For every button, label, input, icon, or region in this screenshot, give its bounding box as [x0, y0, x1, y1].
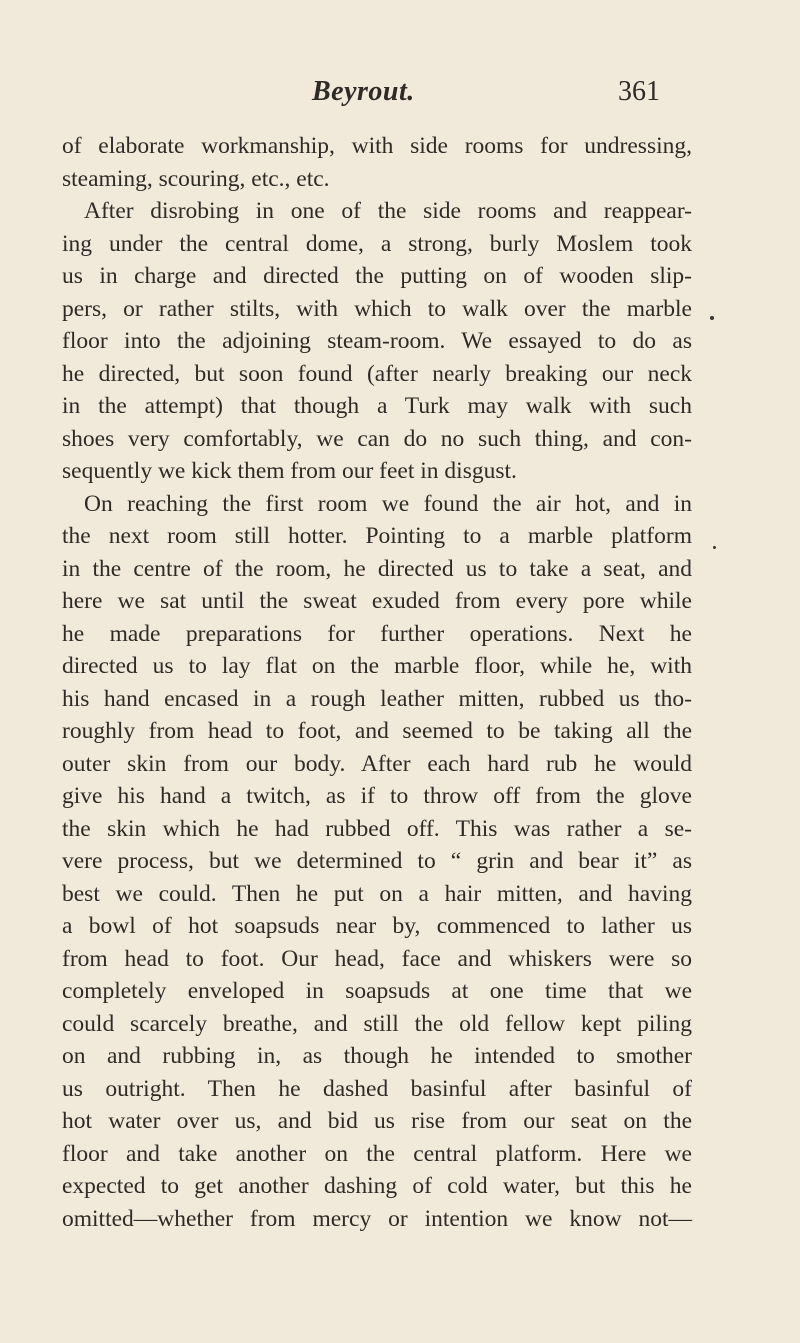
text-line: vere process, but we determined to “ grin and bear it” as [62, 848, 692, 874]
text-line: outer skin from our body. After each hard rub he would [62, 750, 692, 777]
text-line: in the attempt) that though a Turk may walk with such [62, 393, 692, 419]
text-line: omitted—whether from mercy or intention we know not— [62, 1205, 692, 1232]
text-line: shoes very comfortably, we can do no such thing, and con- [62, 425, 692, 452]
text-line: of elaborate workmanship, with side rooms for undressing, [62, 133, 692, 159]
text-line: completely enveloped in soapsuds at one time that we [62, 978, 692, 1004]
text-line: the next room still hotter. Pointing to a marble platform [62, 523, 692, 549]
page-number: 361 [618, 76, 660, 107]
text-line: here we sat until the sweat exuded from every pore while [62, 588, 692, 614]
text-line: from head to foot. Our head, face and whiskers were so [62, 945, 692, 972]
text-line: in the centre of the room, he directed us to take a seat, and [62, 555, 692, 582]
text-line: he made preparations for further operations. Next he [62, 620, 692, 647]
text-line: us in charge and directed the putting on of wooden slip- [62, 263, 692, 289]
text-line: give his hand a twitch, as if to throw off from the glove [62, 783, 692, 809]
body-text [62, 130, 692, 1235]
text-line: After disrobing in one of the side rooms and reappear- [84, 198, 692, 224]
text-line: hot water over us, and bid us rise from our seat on the [62, 1108, 692, 1134]
text-line: roughly from head to foot, and seemed to be taking all the [62, 718, 692, 744]
text-line: his hand encased in a rough leather mitten, rubbed us tho- [62, 685, 692, 712]
margin-speck [710, 316, 714, 320]
text-line: steaming, scouring, etc., etc. [62, 165, 330, 192]
text-line: could scarcely breathe, and still the old fellow kept piling [62, 1010, 692, 1037]
margin-speck [713, 546, 716, 549]
text-line: expected to get another dashing of cold water, but this he [62, 1173, 692, 1199]
text-line: a bowl of hot soapsuds near by, commenced to lather us [62, 913, 692, 939]
text-line: best we could. Then he put on a hair mitten, and having [62, 880, 692, 907]
text-line: sequently we kick them from our feet in disgust. [62, 458, 517, 484]
running-head: Beyrout. [312, 76, 415, 107]
text-line: pers, or rather stilts, with which to walk over the marble [62, 295, 692, 322]
text-line: the skin which he had rubbed off. This was rather a se- [62, 815, 692, 842]
text-line: ing under the central dome, a strong, burly Moslem took [62, 230, 692, 257]
text-line: directed us to lay flat on the marble floor, while he, with [62, 653, 692, 679]
text-line: on and rubbing in, as though he intended to smother [62, 1043, 692, 1069]
text-line: floor into the adjoining steam-room. We essayed to do as [62, 328, 692, 354]
page-header [0, 76, 800, 116]
text-line: floor and take another on the central platform. Here we [62, 1140, 692, 1167]
text-line: us outright. Then he dashed basinful after basinful of [62, 1075, 692, 1102]
text-line: he directed, but soon found (after nearly breaking our neck [62, 360, 692, 387]
text-line: On reaching the first room we found the air hot, and in [84, 490, 692, 517]
